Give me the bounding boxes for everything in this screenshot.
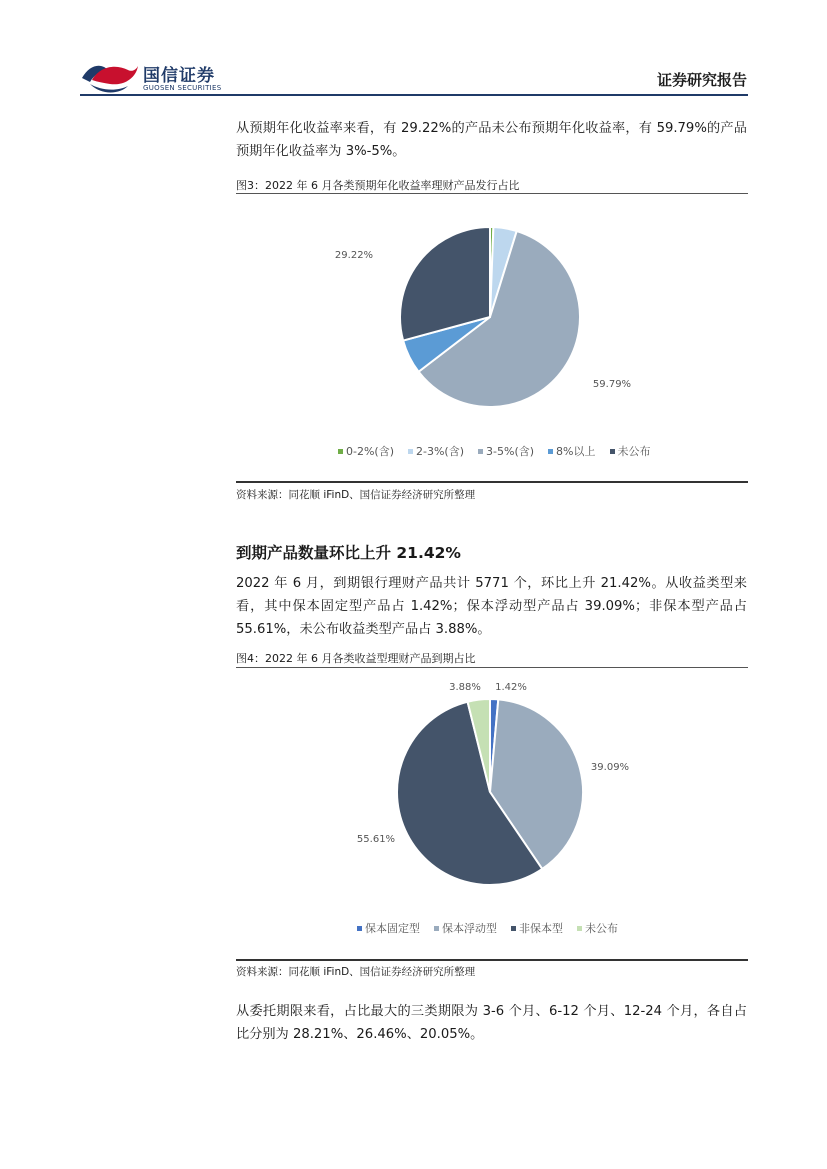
figure-3-title: 图3：2022 年 6 月各类预期年化收益率理财产品发行占比 (236, 179, 520, 192)
legend-swatch (511, 926, 516, 931)
header-divider (80, 94, 748, 96)
legend-swatch (548, 449, 553, 454)
pie-data-label: 3.88% (449, 682, 481, 693)
figure-3-source: 资料来源：同花顺 iFinD、国信证券经济研究所整理 (236, 489, 476, 501)
legend-item (434, 920, 497, 936)
figure-4-top-rule (236, 667, 748, 668)
legend-swatch (338, 449, 343, 454)
legend-swatch (478, 449, 483, 454)
legend-item (548, 443, 595, 459)
legend-item (478, 443, 534, 459)
guosen-logo-icon (80, 56, 140, 96)
section-heading: 到期产品数量环比上升 21.42% (236, 544, 461, 562)
figure-3-legend (338, 443, 651, 459)
pie-data-label: 59.79% (592, 379, 632, 390)
legend-label: 未公布 (617, 445, 651, 458)
pie-data-label: 39.09% (590, 762, 630, 773)
legend-item (577, 920, 618, 936)
figure-3-pie-chart (236, 200, 756, 480)
legend-swatch (408, 449, 413, 454)
report-type-label: 证券研究报告 (656, 71, 747, 89)
figure-3-top-rule (236, 193, 748, 194)
figure-4-source: 资料来源：同花顺 iFinD、国信证券经济研究所整理 (236, 966, 476, 978)
paragraph-entrust-period: 从委托期限来看，占比最大的三类期限为 3-6 个月、6-12 个月、12-24 个月，各自占比分别为 28.21%、26.46%、20.05%。 (236, 1004, 747, 1042)
figure-4-bottom-rule (236, 959, 748, 961)
legend-label: 8%以上 (556, 445, 596, 458)
figure-4-legend (357, 920, 618, 936)
paragraph-expected-yield: 从预期年化收益率来看，有 29.22%的产品未公布预期年化收益率，有 59.79%的产品预期年化收益率为 3%-5%。 (236, 121, 747, 159)
legend-item (610, 443, 651, 459)
legend-label: 保本固定型 (365, 922, 420, 935)
company-name-cn: 国信证券 (143, 66, 215, 86)
pie-data-label: 55.61% (356, 834, 396, 845)
legend-label: 非保本型 (519, 922, 563, 935)
paragraph-maturity: 2022 年 6 月，到期银行理财产品共计 5771 个，环比上升 21.42%。从收益类型来看，其中保本固定型产品占 1.42%；保本浮动型产品占 39.09%；非保本型产品占 55.61%，未公布收益类型产品占 3.88%。 (236, 576, 747, 637)
legend-swatch (610, 449, 615, 454)
legend-label: 3-5%(含) (486, 445, 535, 458)
legend-item (338, 443, 394, 459)
figure-4-pie-chart (236, 672, 756, 912)
figure-4-title: 图4：2022 年 6 月各类收益型理财产品到期占比 (236, 652, 476, 665)
legend-label: 2-3%(含) (416, 445, 465, 458)
legend-label: 未公布 (585, 922, 618, 935)
legend-label: 0-2%(含) (346, 445, 395, 458)
legend-item (408, 443, 464, 459)
legend-item (511, 920, 563, 936)
company-name-en: GUOSEN SECURITIES (143, 84, 222, 92)
company-logo (80, 56, 230, 96)
legend-swatch (577, 926, 582, 931)
pie-data-label: 29.22% (334, 250, 374, 261)
legend-item (357, 920, 420, 936)
legend-swatch (357, 926, 362, 931)
legend-label: 保本浮动型 (442, 922, 497, 935)
figure-3-bottom-rule (236, 481, 748, 483)
pie-data-label: 1.42% (495, 682, 527, 693)
legend-swatch (434, 926, 439, 931)
